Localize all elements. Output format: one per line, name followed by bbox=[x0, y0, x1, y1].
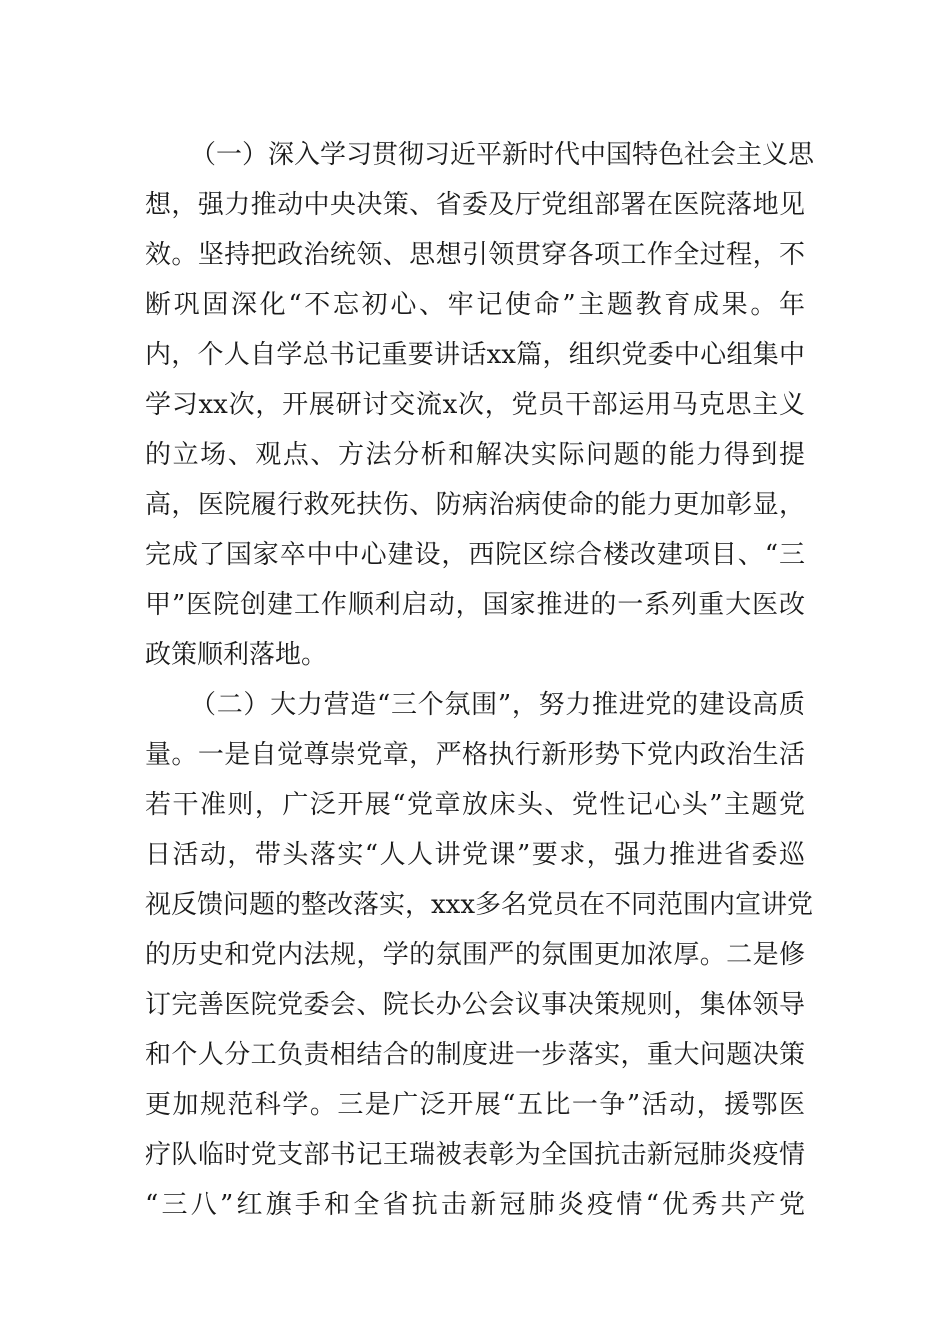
text-line: 完成了国家卒中中心建设，西院区综合楼改建项目、“三 bbox=[145, 540, 805, 570]
text-line: 内，个人自学总书记重要讲话xx篇，组织党委中心组集中 bbox=[145, 340, 805, 370]
text-line: 订完善医院党委会、院长办公会议事决策规则，集体领导 bbox=[145, 990, 805, 1020]
text-line: 学习xx次，开展研讨交流x次，党员干部运用马克思主义 bbox=[145, 390, 805, 420]
text-line: “三八”红旗手和全省抗击新冠肺炎疫情“优秀共产党 bbox=[145, 1190, 805, 1220]
text-line: 和个人分工负责相结合的制度进一步落实，重大问题决策 bbox=[145, 1040, 805, 1070]
text-line: 若干准则，广泛开展“党章放床头、党性记心头”主题党 bbox=[145, 790, 805, 820]
text-line: 量。一是自觉尊崇党章，严格执行新形势下党内政治生活 bbox=[145, 740, 805, 770]
text-line: 视反馈问题的整改落实，xxx多名党员在不同范围内宣讲党 bbox=[145, 890, 813, 920]
text-line: 疗队临时党支部书记王瑞被表彰为全国抗击新冠肺炎疫情 bbox=[145, 1140, 805, 1170]
text-line: 甲”医院创建工作顺利启动，国家推进的一系列重大医改 bbox=[145, 590, 805, 620]
text-line: 想，强力推动中央决策、省委及厅党组部署在医院落地见 bbox=[145, 190, 805, 220]
text-line: 政策顺利落地。 bbox=[145, 640, 328, 670]
text-line: （一）深入学习贯彻习近平新时代中国特色社会主义思 bbox=[190, 140, 815, 170]
text-line: （二）大力营造“三个氛围”，努力推进党的建设高质 bbox=[190, 690, 805, 720]
text-line: 效。坚持把政治统领、思想引领贯穿各项工作全过程，不 bbox=[145, 240, 805, 270]
text-line: 高，医院履行救死扶伤、防病治病使命的能力更加彰显， bbox=[145, 490, 805, 520]
text-line: 更加规范科学。三是广泛开展“五比一争”活动，援鄂医 bbox=[145, 1090, 805, 1120]
text-line: 日活动，带头落实“人人讲党课”要求，强力推进省委巡 bbox=[145, 840, 805, 870]
text-line: 的立场、观点、方法分析和解决实际问题的能力得到提 bbox=[145, 440, 805, 470]
text-line: 的历史和党内法规，学的氛围严的氛围更加浓厚。二是修 bbox=[145, 940, 805, 970]
text-line: 断巩固深化“不忘初心、牢记使命”主题教育成果。年 bbox=[145, 290, 805, 320]
